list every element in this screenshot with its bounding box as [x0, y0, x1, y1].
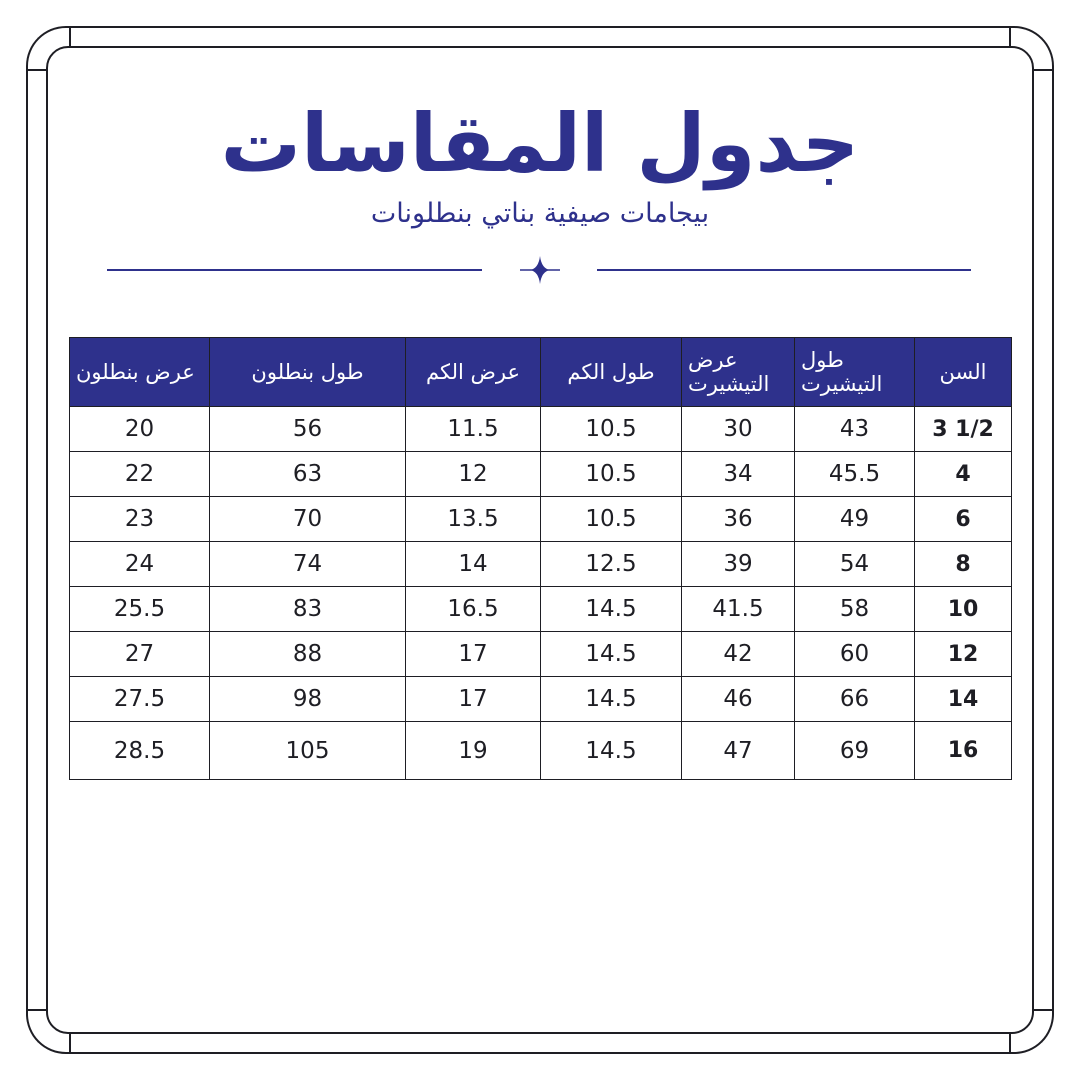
- size-table: [69, 337, 1012, 780]
- sleeve-width-cell: 17: [406, 677, 541, 722]
- pants-width-cell: 24: [70, 542, 210, 587]
- frame-tick-right-top: [1034, 69, 1054, 71]
- table-row: [70, 542, 1012, 587]
- tshirt-width-cell: 34: [682, 452, 795, 497]
- age-cell: 16: [915, 722, 1012, 780]
- table-row: [70, 407, 1012, 452]
- page-subtitle: بيجامات صيفية بناتي بنطلونات: [370, 198, 710, 229]
- pants-length-cell: 83: [210, 587, 406, 632]
- pants-width-cell: 25.5: [70, 587, 210, 632]
- table-header-row: [70, 338, 1012, 407]
- tshirt-width-cell: 47: [682, 722, 795, 780]
- sleeve-length-cell: 10.5: [541, 497, 682, 542]
- pants-length-cell: 74: [210, 542, 406, 587]
- sparkle-star-icon: [520, 254, 560, 286]
- sleeve-width-cell: 19: [406, 722, 541, 780]
- sleeve-width-cell: 14: [406, 542, 541, 587]
- age-cell: 4: [915, 452, 1012, 497]
- header-age: السن: [915, 338, 1012, 407]
- sleeve-width-cell: 11.5: [406, 407, 541, 452]
- sleeve-length-cell: 10.5: [541, 452, 682, 497]
- pants-width-cell: 27.5: [70, 677, 210, 722]
- tshirt-length-cell: 60: [795, 632, 915, 677]
- table-row: [70, 587, 1012, 632]
- pants-width-cell: 23: [70, 497, 210, 542]
- table-row: [70, 677, 1012, 722]
- age-cell: 10: [915, 587, 1012, 632]
- header-pants-length: طول بنطلون: [210, 338, 406, 407]
- header-pants-width: عرض بنطلون: [70, 338, 210, 407]
- tshirt-width-cell: 36: [682, 497, 795, 542]
- age-cell: 14: [915, 677, 1012, 722]
- tshirt-width-cell: 42: [682, 632, 795, 677]
- sleeve-width-cell: 13.5: [406, 497, 541, 542]
- table-row: [70, 722, 1012, 780]
- table-row: [70, 497, 1012, 542]
- age-cell: 8: [915, 542, 1012, 587]
- header-tshirt-width: عرض التيشيرت: [682, 338, 795, 407]
- pants-width-cell: 27: [70, 632, 210, 677]
- sleeve-width-cell: 12: [406, 452, 541, 497]
- frame-tick-left-top: [26, 69, 46, 71]
- pants-width-cell: 22: [70, 452, 210, 497]
- age-cell: 3 1/2: [915, 407, 1012, 452]
- pants-length-cell: 105: [210, 722, 406, 780]
- tshirt-width-cell: 41.5: [682, 587, 795, 632]
- pants-width-cell: 28.5: [70, 722, 210, 780]
- sleeve-length-cell: 14.5: [541, 722, 682, 780]
- table-body: [70, 407, 1012, 780]
- pants-length-cell: 63: [210, 452, 406, 497]
- sleeve-width-cell: 16.5: [406, 587, 541, 632]
- tshirt-length-cell: 69: [795, 722, 915, 780]
- tshirt-width-cell: 39: [682, 542, 795, 587]
- tshirt-length-cell: 54: [795, 542, 915, 587]
- tshirt-length-cell: 49: [795, 497, 915, 542]
- page-title: جدول المقاسات: [220, 97, 860, 190]
- header-tshirt-length: طول التيشيرت: [795, 338, 915, 407]
- sleeve-length-cell: 14.5: [541, 632, 682, 677]
- divider-left: [107, 269, 482, 271]
- header-sleeve-length: طول الكم: [541, 338, 682, 407]
- pants-length-cell: 88: [210, 632, 406, 677]
- sleeve-length-cell: 12.5: [541, 542, 682, 587]
- header-sleeve-width: عرض الكم: [406, 338, 541, 407]
- pants-length-cell: 56: [210, 407, 406, 452]
- sleeve-width-cell: 17: [406, 632, 541, 677]
- frame-tick-left-bottom: [26, 1009, 46, 1011]
- frame-tick-bottom-right: [1009, 1034, 1011, 1054]
- tshirt-length-cell: 45.5: [795, 452, 915, 497]
- pants-width-cell: 20: [70, 407, 210, 452]
- frame-bottom-line: [70, 1052, 1010, 1054]
- tshirt-length-cell: 58: [795, 587, 915, 632]
- age-cell: 12: [915, 632, 1012, 677]
- sleeve-length-cell: 14.5: [541, 677, 682, 722]
- table-row: [70, 452, 1012, 497]
- sleeve-length-cell: 10.5: [541, 407, 682, 452]
- sleeve-length-cell: 14.5: [541, 587, 682, 632]
- frame-tick-top-right: [1009, 26, 1011, 46]
- tshirt-length-cell: 43: [795, 407, 915, 452]
- frame-tick-right-bottom: [1034, 1009, 1054, 1011]
- table-row: [70, 632, 1012, 677]
- pants-length-cell: 70: [210, 497, 406, 542]
- pants-length-cell: 98: [210, 677, 406, 722]
- frame-tick-top-left: [69, 26, 71, 46]
- tshirt-width-cell: 30: [682, 407, 795, 452]
- age-cell: 6: [915, 497, 1012, 542]
- tshirt-width-cell: 46: [682, 677, 795, 722]
- divider-right: [597, 269, 971, 271]
- frame-tick-bottom-left: [69, 1034, 71, 1054]
- frame-top-line: [70, 26, 1010, 28]
- tshirt-length-cell: 66: [795, 677, 915, 722]
